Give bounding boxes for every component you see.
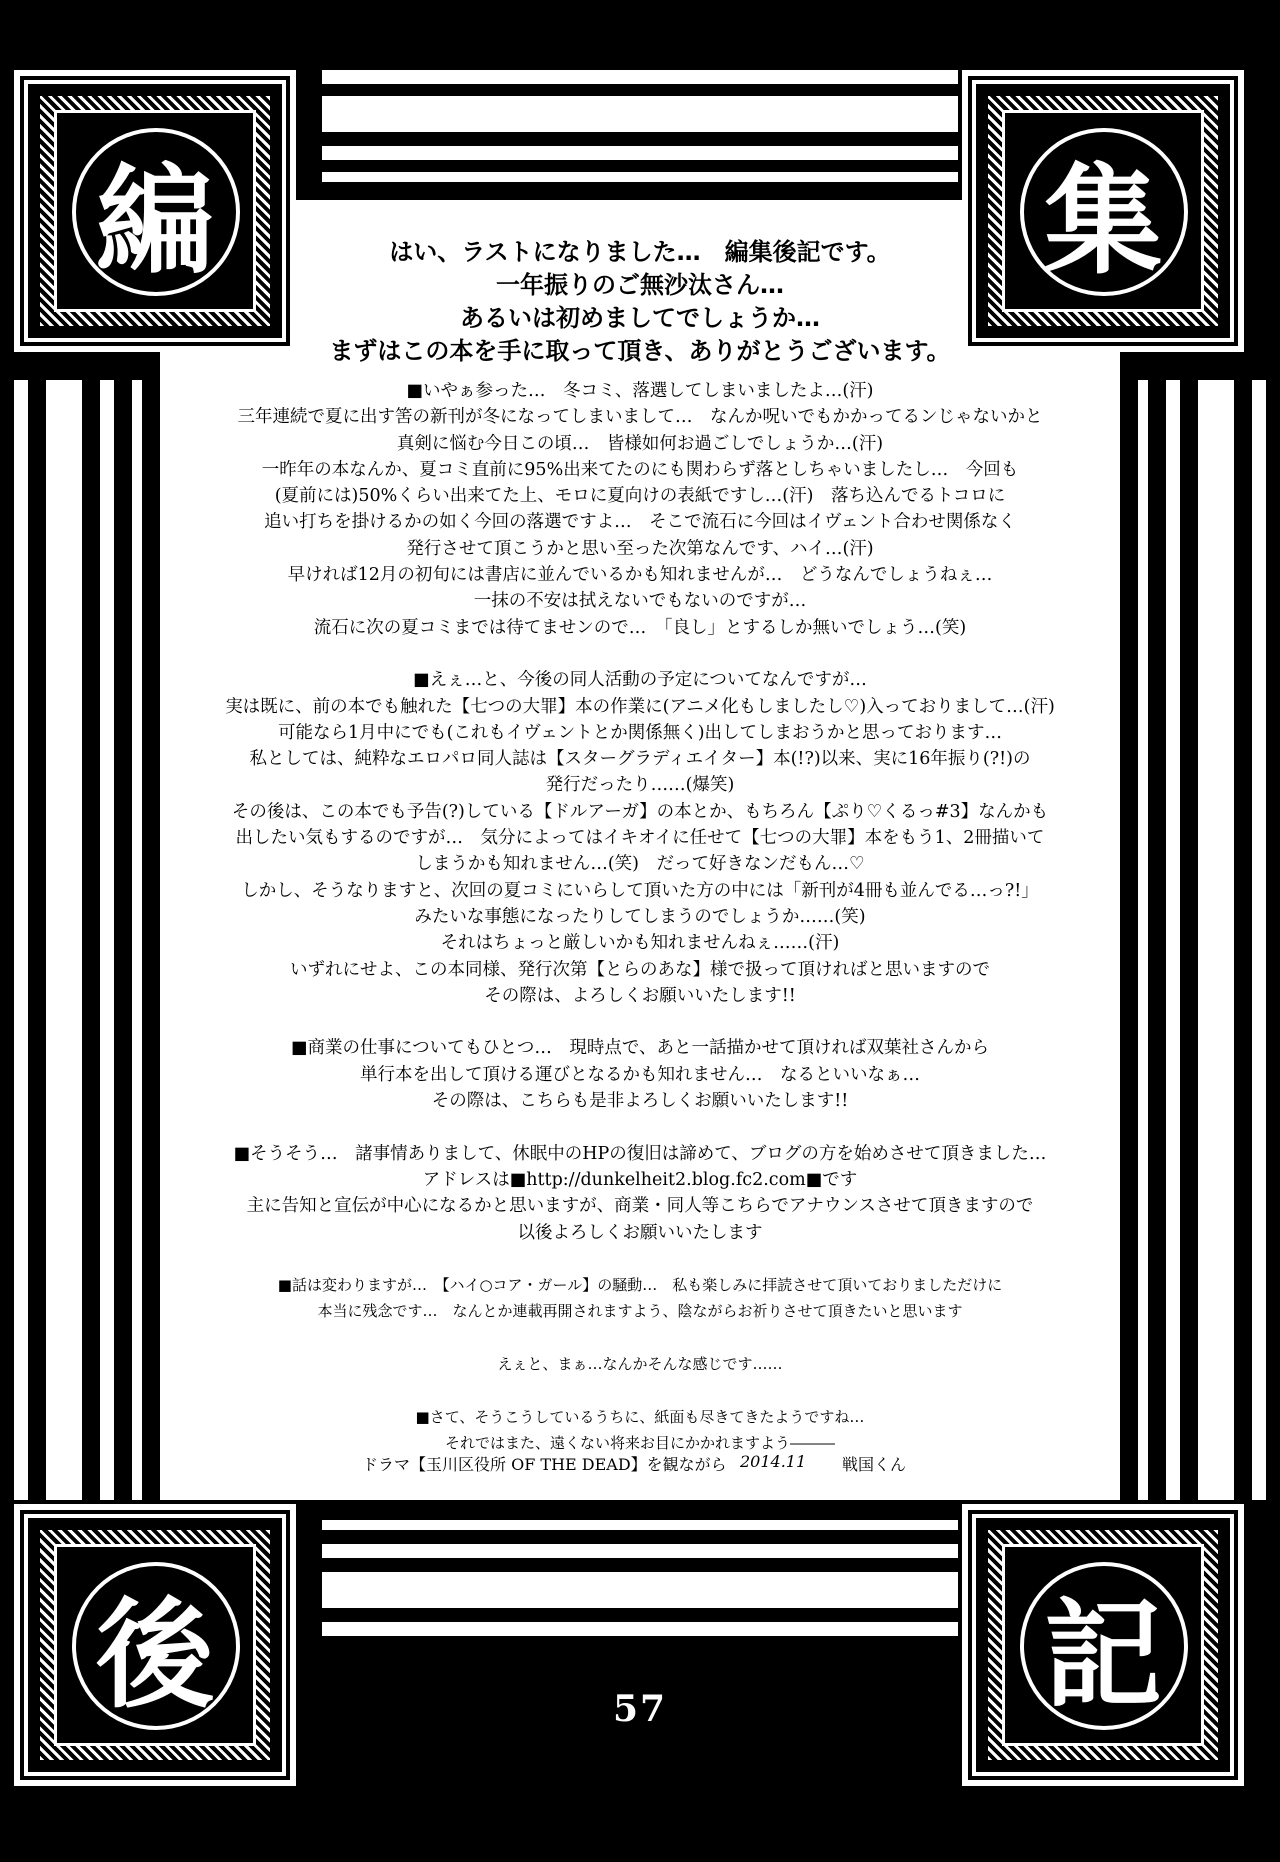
top-stripe-1 <box>322 70 958 84</box>
body-line: ■いやぁ参った… 冬コミ、落選してしまいましたよ…(汗) <box>406 381 874 401</box>
body-line: 主に告知と宣伝が中心になるかと思いますが、商業・同人等こちらでアナウンスさせて頂きますので <box>246 1196 1034 1217</box>
body-line: (夏前には)50%くらい出来てた上、モロに夏向けの表紙ですし…(汗) 落ち込んでるトコロに <box>274 486 1006 507</box>
page-number-text: 57 <box>603 1688 677 1730</box>
body-line: しまうかも知れません…(笑) だって好きなンだもん…♡ <box>415 854 865 875</box>
bottom-stripe-4 <box>322 1622 958 1636</box>
signature-author: 戦国くん <box>842 1455 907 1474</box>
heading-line: 一年振りのご無沙汰さん… <box>496 271 784 299</box>
body-line: 真剣に悩む今日この頃… 皆様如何お過ごしでしょうか…(汗) <box>396 433 884 454</box>
body-line: 流石に次の夏コミまでは待てませンので… 「良し」とするしか無いでしょう…(笑) <box>313 617 967 638</box>
left-stripe-4 <box>132 380 142 1500</box>
top-stripe-2 <box>322 96 958 132</box>
body-line: 可能なら1月中にでも(これもイヴェントとか関係無く)出してしまおうかと思っております… <box>277 722 1003 743</box>
bottom-stripe-1 <box>322 1520 958 1530</box>
paragraph-gap <box>170 1009 1110 1035</box>
corner-bottom-right <box>962 1504 1244 1786</box>
left-stripe-1 <box>14 380 28 1500</box>
body-line: えぇと、まぁ…なんかそんな感じです…… <box>497 1354 783 1373</box>
heading-line: まずはこの本を手に取って頂き、ありがとうございます。 <box>329 337 951 365</box>
body-line: 本当に残念です… なんとか連載再開されますよう、陰ながらお祈りさせて頂きたいと思います <box>317 1302 963 1321</box>
body-line: 追い打ちを掛けるかの如く今回の落選ですよ… そこで流石に今回はイヴェント合わせ関係なく <box>264 512 1016 533</box>
body-line: 以後よろしくお願いいたします <box>517 1222 763 1243</box>
right-stripe-4 <box>1252 380 1266 1500</box>
paragraph-gap <box>170 641 1110 667</box>
body-line: ■えぇ…と、今後の同人活動の予定についてなんですが… <box>413 670 867 691</box>
right-stripe-1 <box>1138 380 1148 1500</box>
body-line: その際は、よろしくお願いいたします!! <box>484 985 796 1006</box>
body-line: ■商業の仕事についてもひとつ… 現時点で、あと一話描かせて頂ければ双葉社さんから <box>291 1038 989 1059</box>
body-line: ■さて、そうこうしているうちに、紙面も尽きてきたようですね… <box>415 1407 865 1426</box>
body-line: 三年連続で夏に出す筈の新刊が冬になってしまいまして… なんか呪いでもかかってるンじゃないかと <box>237 407 1043 428</box>
body-line: 私としては、純粋なエロパロ同人誌は【スターグラディエイター】本(!?)以来、実に16年振り(?!)の <box>249 749 1031 770</box>
heading-line: あるいは初めましてでしょうか… <box>460 304 820 332</box>
paragraph-gap <box>170 1114 1110 1140</box>
signature-date: 2014.11 <box>740 1452 807 1471</box>
right-stripe-3 <box>1198 380 1234 1500</box>
body-line: 一抹の不安は拭えないでもないのですが… <box>473 591 807 612</box>
corner-bottom-left <box>14 1504 296 1786</box>
top-stripe-3 <box>322 146 958 160</box>
body-line: アドレスは■http://dunkelheit2.blog.fc2.com■です <box>422 1169 858 1190</box>
body-line: しかし、そうなりますと、次回の夏コミにいらして頂いた方の中には「新刊が4冊も並んでる…っ?!」 <box>241 880 1039 901</box>
paragraph-gap <box>170 1246 1110 1272</box>
corner-kanji-ki: 記 <box>1043 1586 1162 1724</box>
body-line: 一昨年の本なんか、夏コミ直前に95%出来てたのにも関わらず落としちゃいましたし… 今回も <box>261 459 1019 480</box>
body-line: ■話は変わりますが… 【ハイ○コア・ガール】の騒動… 私も楽しみに拝読させて頂いておりましただけに <box>277 1276 1003 1295</box>
page-number <box>0 1688 1280 1730</box>
paragraph-gap <box>170 1325 1110 1351</box>
body-line: その後は、この本でも予告(?)している【ドルアーガ】の本とか、もちろん【ぷり♡くるっ#3】なんかも <box>231 801 1049 822</box>
corner-top-left <box>14 70 296 352</box>
signature-note: ドラマ【玉川区役所 OF THE DEAD】を観ながら <box>362 1455 727 1474</box>
bottom-stripe-3 <box>322 1572 958 1608</box>
heading-line: はい、ラストになりました… 編集後記です。 <box>389 238 891 266</box>
paragraph-gap <box>170 1377 1110 1403</box>
body-line: みたいな事態になったりしてしまうのでしょうか……(笑) <box>414 906 866 927</box>
right-stripe-2 <box>1166 380 1180 1500</box>
afterword-body <box>170 378 1110 1456</box>
body-line: 発行だったり……(爆笑) <box>545 775 735 796</box>
corner-kanji-shu: 集 <box>1043 152 1162 290</box>
body-line: ■そうそう… 諸事情ありまして、休眠中のHPの復旧は諦めて、ブログの方を始めさせて頂きました… <box>233 1143 1047 1164</box>
corner-kanji-go: 後 <box>95 1586 214 1724</box>
body-line: 早ければ12月の初旬には書店に並んでいるかも知れませんが… どうなんでしょうねぇ… <box>287 565 993 586</box>
body-line: いずれにせよ、この本同様、発行次第【とらのあな】様で扱って頂ければと思いますので <box>290 959 990 980</box>
left-stripe-3 <box>100 380 114 1500</box>
bottom-stripe-2 <box>322 1544 958 1558</box>
body-line: 出したい気もするのですが… 気分によってはイキオイに任せて【七つの大罪】本をもう1、2冊描いて <box>235 828 1045 849</box>
corner-top-right <box>962 70 1244 352</box>
top-stripe-4 <box>322 172 958 182</box>
body-line: 実は既に、前の本でも触れた【七つの大罪】本の作業に(アニメ化もしましたし♡)入っておりまして…(汗) <box>225 696 1055 717</box>
body-line: その際は、こちらも是非よろしくお願いいたします!! <box>431 1091 849 1112</box>
body-line: 発行させて頂こうかと思い至った次第なんです、ハイ…(汗) <box>406 538 874 559</box>
corner-kanji-hen: 編 <box>95 152 214 290</box>
body-line: それではまた、遠くない将来お目にかかれますよう――― <box>444 1433 835 1452</box>
body-line: それはちょっと厳しいかも知れませんねぇ……(汗) <box>440 933 840 954</box>
page-heading <box>300 236 980 368</box>
left-stripe-2 <box>46 380 82 1500</box>
body-line: 単行本を出して頂ける運びとなるかも知れません… なるといいなぁ… <box>360 1064 920 1085</box>
